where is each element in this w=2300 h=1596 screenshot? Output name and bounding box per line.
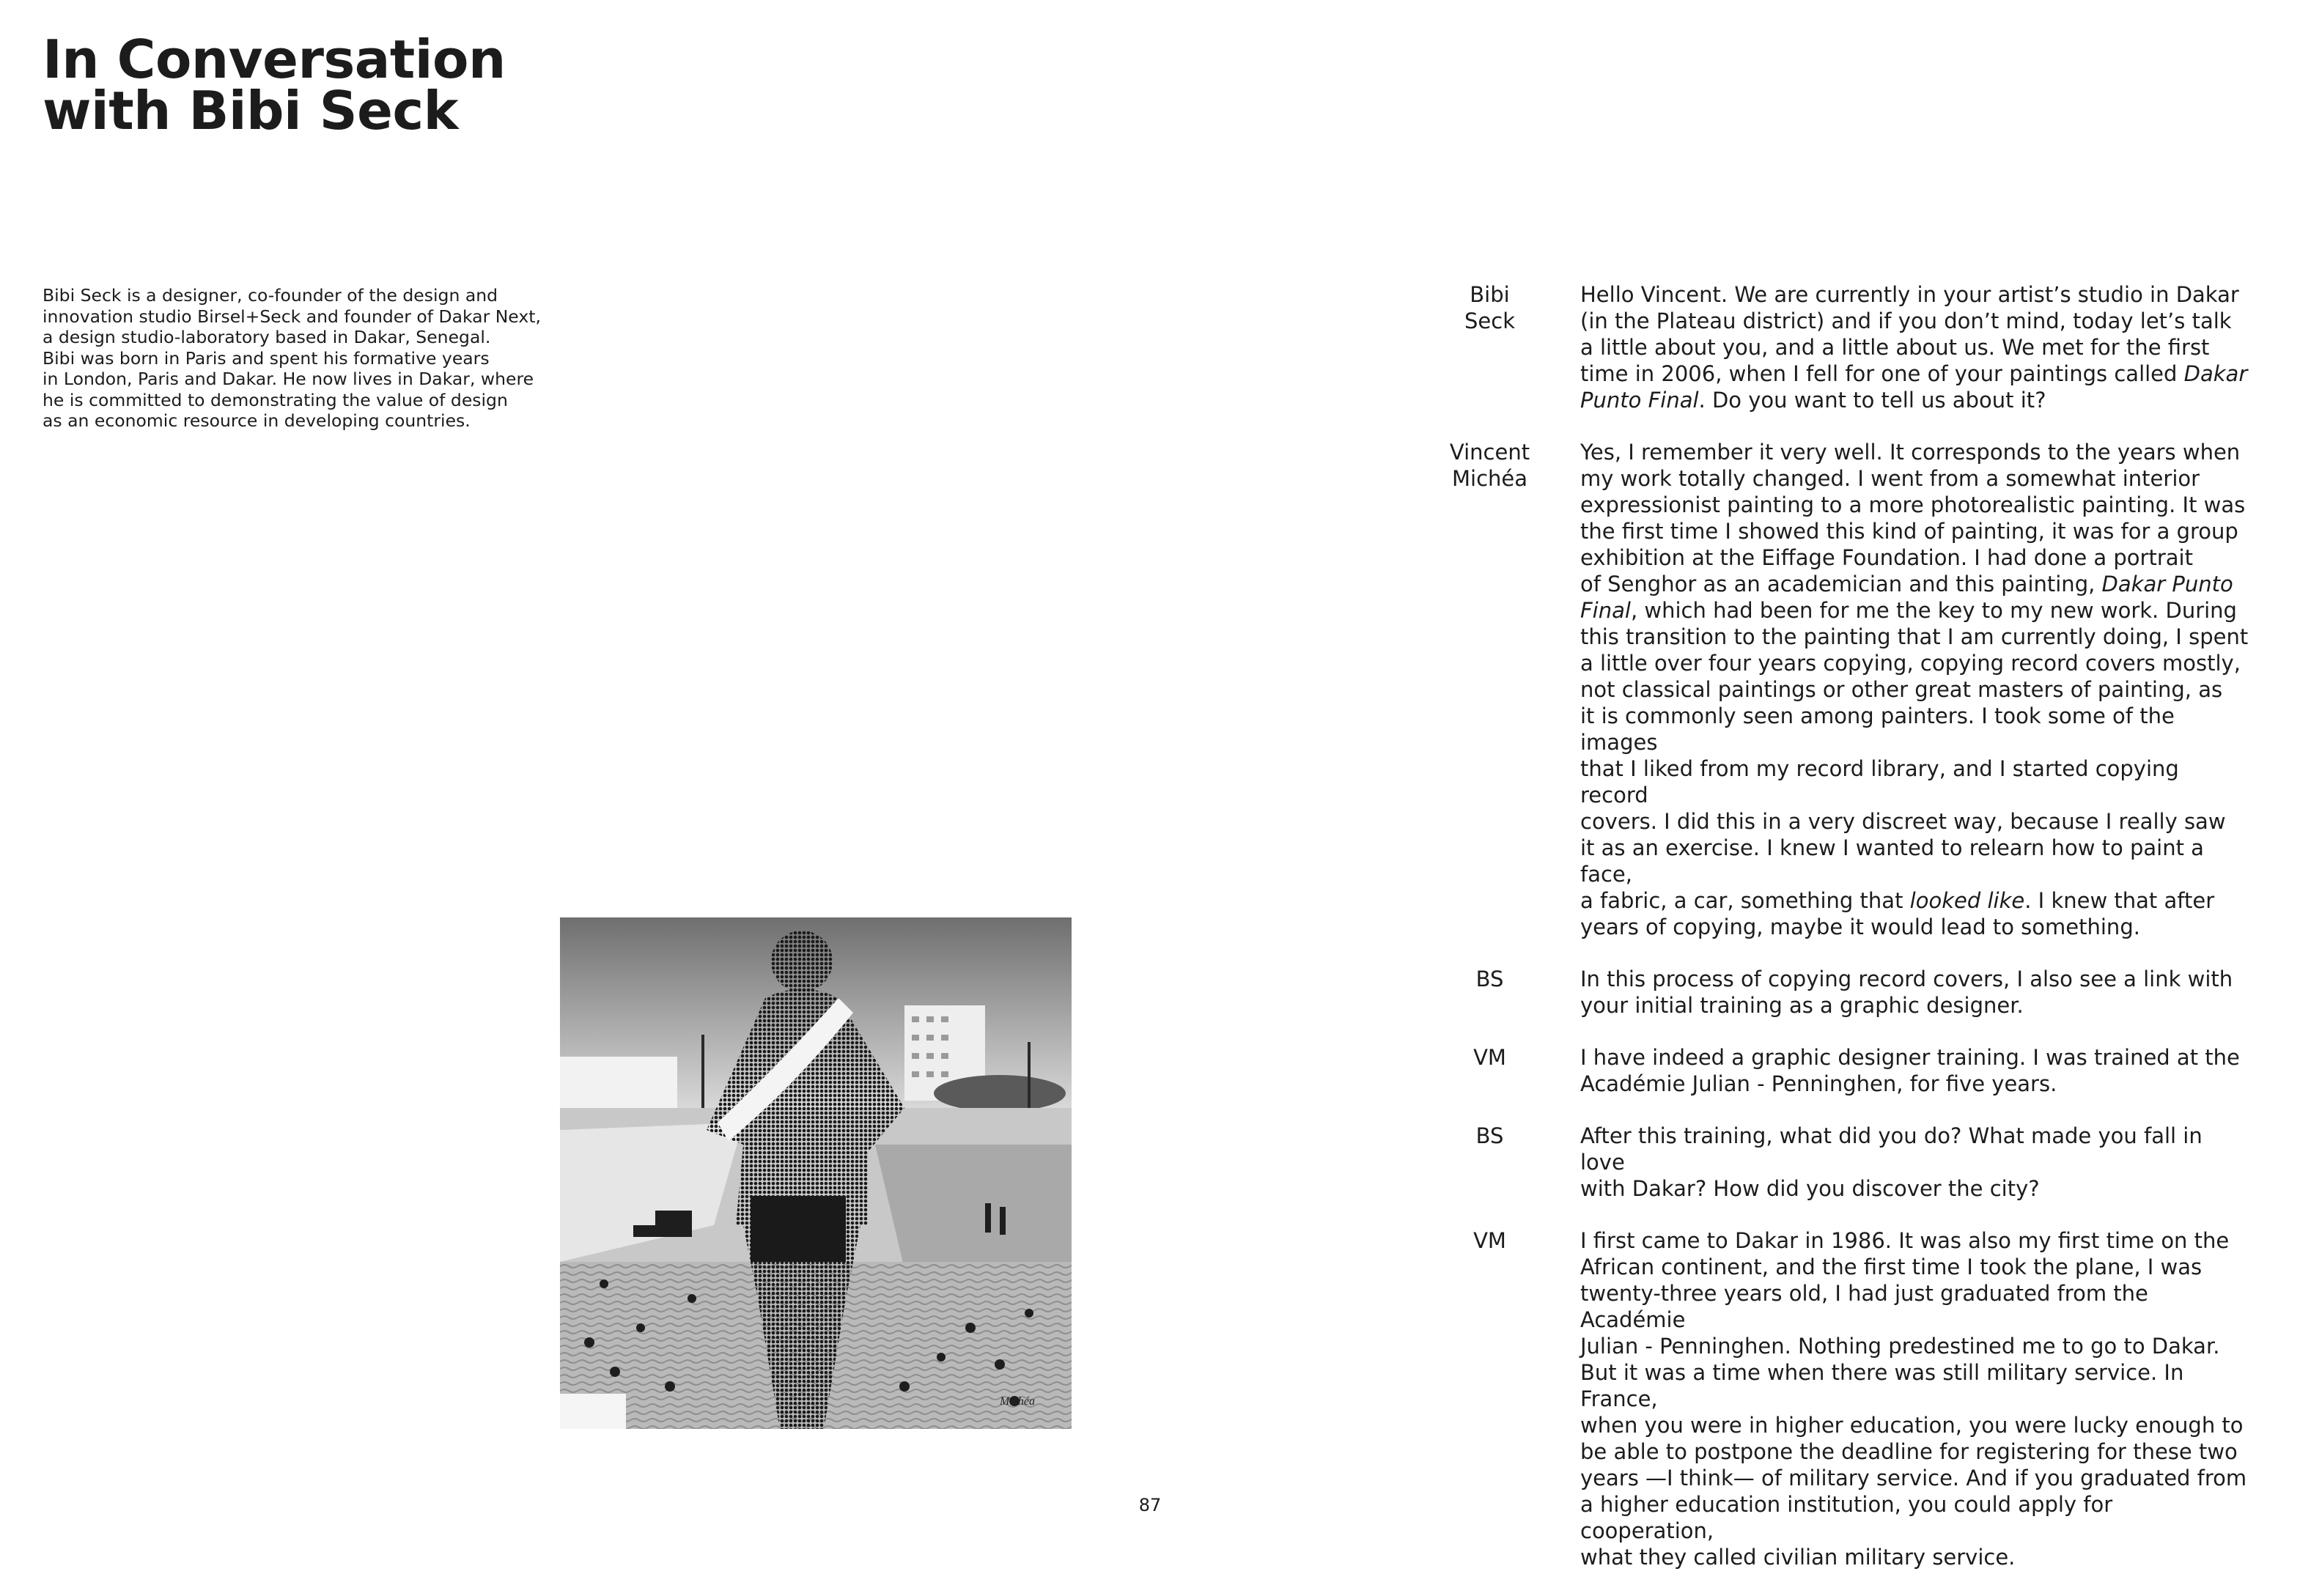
- speech-text: After this training, what did you do? What made you fall in love with Dakar? How did you discover the city?: [1580, 1123, 2203, 1201]
- speech-text: . I knew that after years of copying, maybe it would lead to something.: [1580, 888, 2215, 939]
- author-bio: Bibi Seck is a designer, co-founder of the design and innovation studio Birsel+Seck and founder of Dakar Next, a design studio-laboratory based in Dakar, Senegal. Bibi was born in Paris and spent his formative years in London, Paris and Dakar. He now lives in Dakar, where he is committed to demonstrating the value of design as an economic resource in developing countries.: [43, 285, 541, 431]
- painting-image: [560, 917, 1072, 1429]
- speaker: VM: [1473, 1045, 1506, 1070]
- speech: [1580, 1227, 2250, 1570]
- title-line-1: In Conversation: [43, 29, 506, 90]
- speech: [1580, 281, 2250, 413]
- speaker: VM: [1473, 1228, 1506, 1253]
- speech-text: I first came to Dakar in 1986. It was also my first time on the African continent, and the first time I took the plane, I was twenty-three years old, I had just graduated from the Académie Julian - Penninghen. Nothing predestined me to go to Dakar. But it was a time when there was still military service. In France, when you were in higher education, you were lucky enough to be able to postpone the deadline for registering for these two years —I think— of military service. And if you graduated from a higher education institution, you could apply for cooperation, what they called civilian military service.: [1580, 1228, 2247, 1570]
- speech-italic: Dakar Punto Final: [1580, 572, 2233, 623]
- qa-block: [1429, 1044, 2250, 1097]
- speech: [1580, 1123, 2250, 1202]
- page-title: [43, 29, 506, 141]
- speaker: BS: [1475, 967, 1504, 991]
- qa-block: [1429, 281, 2250, 413]
- speech-text: . Do you want to tell us about it?: [1698, 388, 2046, 413]
- speaker: BS: [1475, 1123, 1504, 1148]
- speech-text: In this process of copying record covers, I also see a link with your initial training as a graphic designer.: [1580, 967, 2233, 1018]
- speech: [1580, 966, 2250, 1019]
- painting-illustration: [560, 917, 1072, 1429]
- speech-italic: Dakar Punto Final: [1580, 361, 2248, 413]
- qa-block: [1429, 966, 2250, 1019]
- speaker: Bibi Seck: [1464, 282, 1515, 333]
- speech-text: , which had been for me the key to my new work. During this transition to the painting that I am currently doing, I spent a little over four years copying, copying record covers mostly, not classical paintings or other great masters of painting, as it is commonly seen among painters. I took some of the images that I liked from my record library, and I started copying record covers. I did this in a very discreet way, because I really saw it as an exercise. I knew I wanted to relearn how to paint a face, a fabric, a car, something that: [1580, 598, 2249, 913]
- speech-text: I have indeed a graphic designer training. I was trained at the Académie Julian - Penninghen, for five years.: [1580, 1045, 2240, 1096]
- speech: [1580, 1044, 2250, 1097]
- trees: [934, 1075, 1066, 1112]
- speech-text: Hello Vincent. We are currently in your artist’s studio in Dakar (in the Plateau district) and if you don’t mind, today let’s talk a little about you, and a little about us. We met for the first time in 2006, when I fell for one of your paintings called: [1580, 282, 2239, 386]
- diving-board: [560, 1394, 626, 1429]
- speaker: Vincent Michéa: [1449, 440, 1530, 491]
- speech-text: Yes, I remember it very well. It corresponds to the years when my work totally changed. I went from a somewhat interior expressionist painting to a more photorealistic painting. It was the first time I showed this kind of painting, it was for a group exhibition at the Eiffage Foundation. I had done a portrait of Senghor as an academician and this painting,: [1580, 440, 2246, 596]
- page-number: 87: [1138, 1495, 1162, 1515]
- artist-signature: Michéa: [1000, 1395, 1035, 1408]
- qa-block: [1429, 439, 2250, 940]
- qa-block: [1429, 1227, 2250, 1570]
- building-left: [560, 1057, 677, 1115]
- title-line-2: with Bibi Seck: [43, 80, 459, 141]
- speech-italic: looked like: [1909, 888, 2025, 913]
- interview: [1429, 281, 2250, 1596]
- qa-block: [1429, 1123, 2250, 1202]
- speech: [1580, 439, 2250, 940]
